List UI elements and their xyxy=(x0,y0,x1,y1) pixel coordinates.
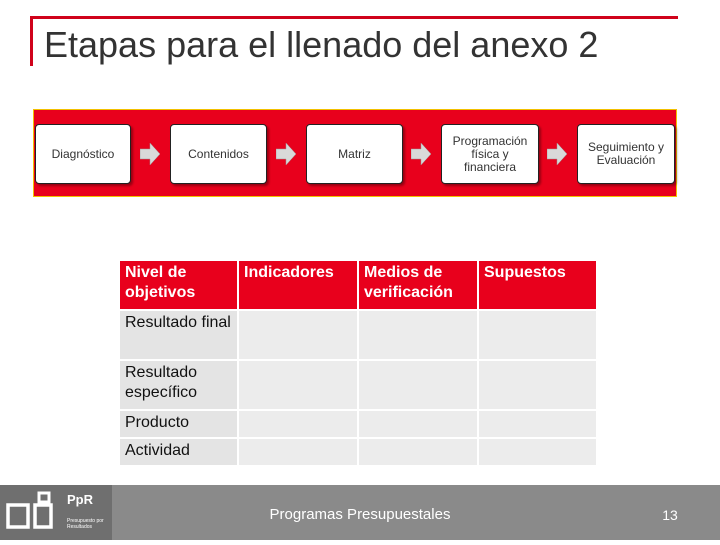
arrow-right-icon xyxy=(276,143,296,165)
row-label: Producto xyxy=(120,411,237,437)
stage-matriz: Matriz xyxy=(306,124,403,184)
table-row xyxy=(120,361,596,409)
title-frame-left xyxy=(30,16,33,66)
arrow-right-icon xyxy=(547,143,567,165)
stage-programacion: Programación física y financiera xyxy=(441,124,539,184)
stage-contenidos: Contenidos xyxy=(170,124,267,184)
table-cell xyxy=(479,311,596,359)
stage-seguimiento: Seguimiento y Evaluación xyxy=(577,124,675,184)
arrow-right-icon xyxy=(411,143,431,165)
footer-text: Programas Presupuestales xyxy=(269,506,451,523)
table-cell xyxy=(239,361,357,409)
arrow-right-icon xyxy=(140,143,160,165)
table-cell xyxy=(479,411,596,437)
ppr-logo-icon xyxy=(0,485,60,540)
table-cell xyxy=(479,439,596,465)
table-cell xyxy=(359,439,477,465)
table-row xyxy=(120,311,596,359)
title-frame-top xyxy=(30,16,678,19)
row-label: Resultado final xyxy=(120,311,237,359)
stage-diagnostico: Diagnóstico xyxy=(35,124,131,184)
table-cell xyxy=(239,311,357,359)
table-row xyxy=(120,439,596,465)
header-supuestos: Supuestos xyxy=(479,261,596,309)
row-label: Actividad xyxy=(120,439,237,465)
marco-logico-matrix xyxy=(118,259,598,467)
table-cell xyxy=(239,411,357,437)
table-cell xyxy=(359,311,477,359)
table-cell xyxy=(239,439,357,465)
table-cell xyxy=(479,361,596,409)
header-indicadores: Indicadores xyxy=(239,261,357,309)
matrix-header-row xyxy=(120,261,596,309)
ppr-logo-text: PpR xyxy=(67,492,93,507)
ppr-logo-subtext: Presupuesto por Resultados xyxy=(67,518,104,530)
header-nivel-objetivos: Nivel de objetivos xyxy=(120,261,237,309)
ppr-logo xyxy=(0,485,112,540)
table-cell xyxy=(359,361,477,409)
page-number: 13 xyxy=(662,507,678,523)
slide-title: Etapas para el llenado del anexo 2 xyxy=(44,24,599,65)
table-cell xyxy=(359,411,477,437)
row-label: Resultado específico xyxy=(120,361,237,409)
header-medios-verificacion: Medios de verificación xyxy=(359,261,477,309)
table-row xyxy=(120,411,596,437)
